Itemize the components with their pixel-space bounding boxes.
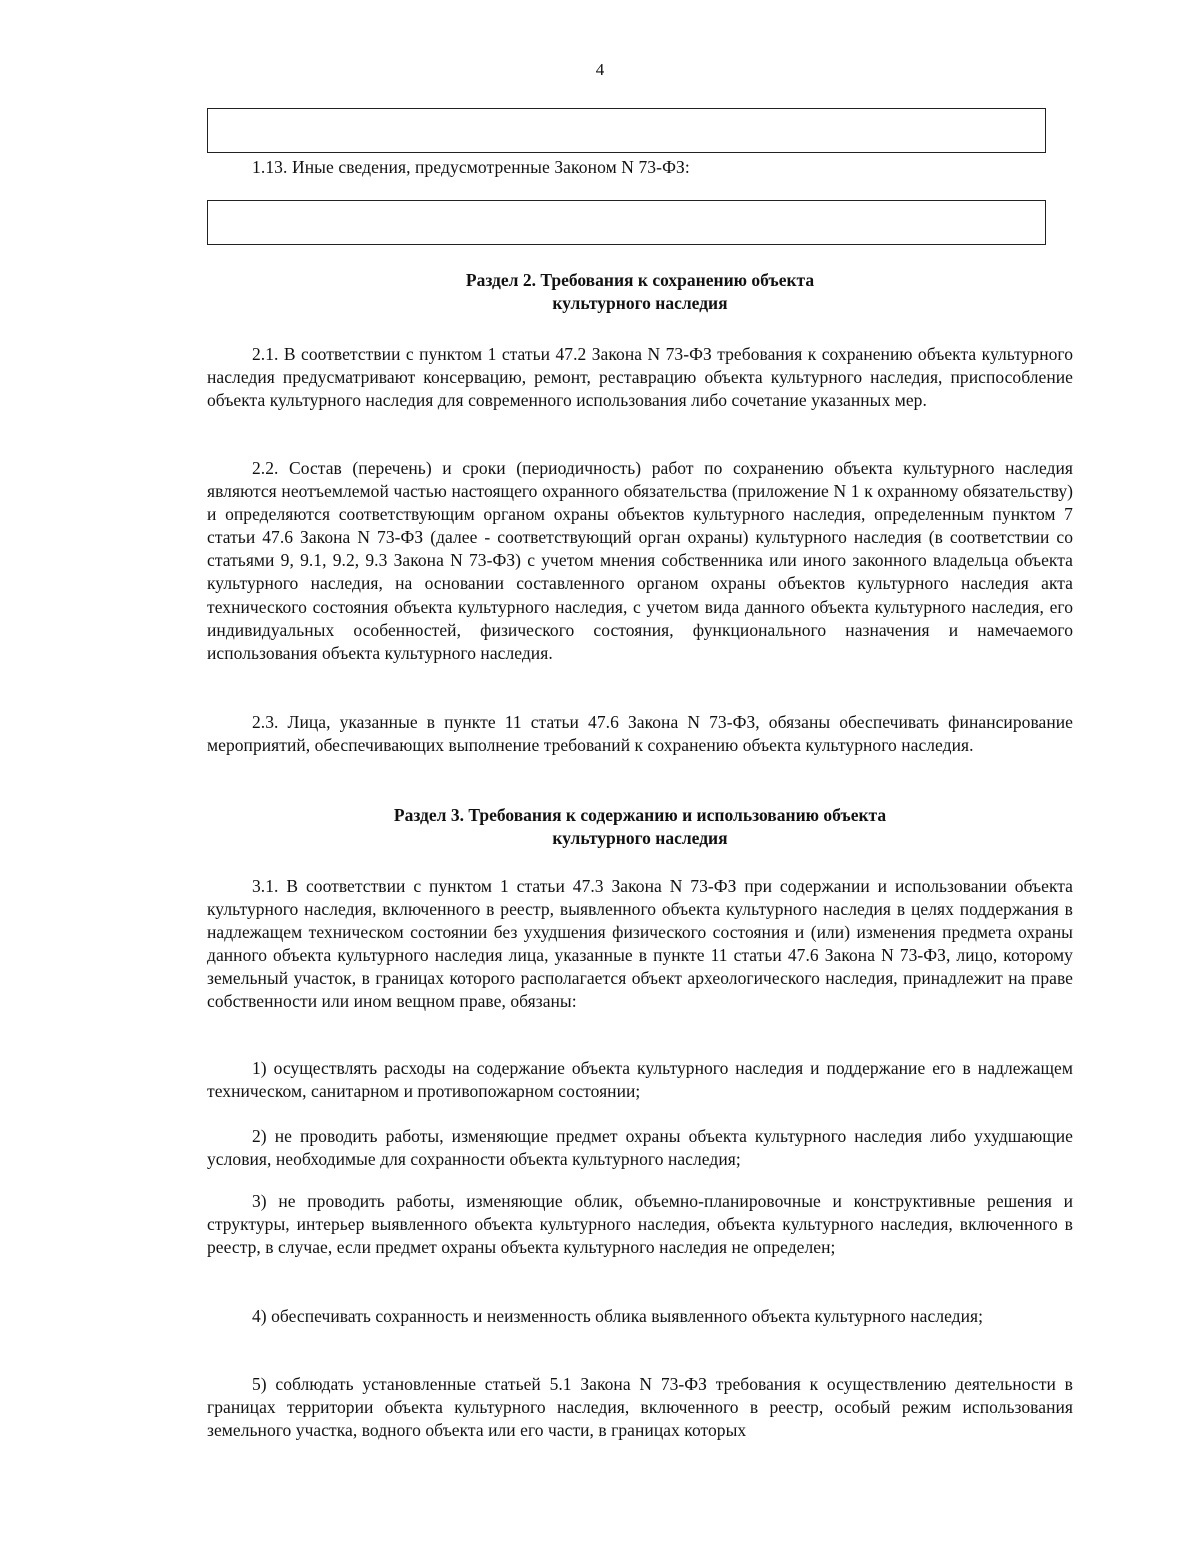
paragraph-3-1: 3.1. В соответствии с пунктом 1 статьи 47.3 Закона N 73-ФЗ при содержании и использовании объекта культурного наследия, включенного в реестр, выявленного объекта культурного наследия в целях поддержания в надлежащем техническом состоянии без ухудшения физического состояния и (или) изменения предмета охраны данного объекта культурного наследия лица, указанные в пункте 11 статьи 47.6 Закона N 73-ФЗ, лицо, которому земельный участок, в границах которого располагается объект археологического наследия, принадлежит на праве собственности или ином вещном праве, обязаны:	[207, 876, 1073, 1012]
section-2-heading-line2: культурного наследия	[552, 293, 728, 313]
page-number: 4	[595, 60, 605, 79]
obligation-item-5: 5) соблюдать установленные статьей 5.1 Закона N 73-ФЗ требования к осуществлению деятельности в границах территории объекта культурного наследия, включенного в реестр, особый режим использования земельного участка, водного объекта или его части, в границах которых	[207, 1374, 1073, 1441]
section-3-heading-line2: культурного наследия	[552, 828, 728, 848]
obligation-item-2: 2) не проводить работы, изменяющие предмет охраны объекта культурного наследия либо ухудшающие условия, необходимые для сохранности объекта культурного наследия;	[207, 1126, 1073, 1170]
section-2-heading-line1: Раздел 2. Требования к сохранению объекта	[465, 270, 815, 290]
section-3-heading-line1: Раздел 3. Требования к содержанию и использованию объекта	[393, 805, 887, 825]
paragraph-2-1: 2.1. В соответствии с пунктом 1 статьи 47.2 Закона N 73-ФЗ требования к сохранению объекта культурного наследия предусматривают консервацию, ремонт, реставрацию объекта культурного наследия, приспособление объекта культурного наследия для современного использования либо сочетание указанных мер.	[207, 344, 1073, 411]
field-box-1-13	[207, 200, 1046, 245]
section-2-heading	[207, 269, 1073, 315]
obligation-item-3: 3) не проводить работы, изменяющие облик, объемно-планировочные и конструктивные решения и структуры, интерьер выявленного объекта культурного наследия, объекта культурного наследия, включенного в реестр, в случае, если предмет охраны объекта культурного наследия не определен;	[207, 1191, 1073, 1258]
field-box-previous	[207, 108, 1046, 153]
paragraph-2-3: 2.3. Лица, указанные в пункте 11 статьи 47.6 Закона N 73-ФЗ, обязаны обеспечивать финансирование мероприятий, обеспечивающих выполнение требований к сохранению объекта культурного наследия.	[207, 712, 1073, 756]
obligation-item-4: 4) обеспечивать сохранность и неизменность облика выявленного объекта культурного наследия;	[252, 1306, 984, 1326]
obligation-item-1: 1) осуществлять расходы на содержание объекта культурного наследия и поддержание его в надлежащем техническом, санитарном и противопожарном состоянии;	[207, 1058, 1073, 1102]
section-3-heading	[207, 804, 1073, 850]
paragraph-2-2: 2.2. Состав (перечень) и сроки (периодичность) работ по сохранению объекта культурного наследия являются неотъемлемой частью настоящего охранного обязательства (приложение N 1 к охранному обязательству) и определяются соответствующим органом охраны объектов культурного наследия, определенным пунктом 7 статьи 47.6 Закона N 73-ФЗ (далее - соответствующий орган охраны) культурного наследия (в соответствии со статьями 9, 9.1, 9.2, 9.3 Закона N 73-ФЗ) с учетом мнения собственника или иного законного владельца объекта культурного наследия, на основании составленного органом охраны объектов культурного наследия акта технического состояния объекта культурного наследия, с учетом вида данного объекта культурного наследия, его индивидуальных особенностей, физического состояния, функционального назначения и намечаемого использования объекта культурного наследия.	[207, 458, 1073, 663]
field-label-1-13: 1.13. Иные сведения, предусмотренные Законом N 73-ФЗ:	[252, 157, 690, 177]
